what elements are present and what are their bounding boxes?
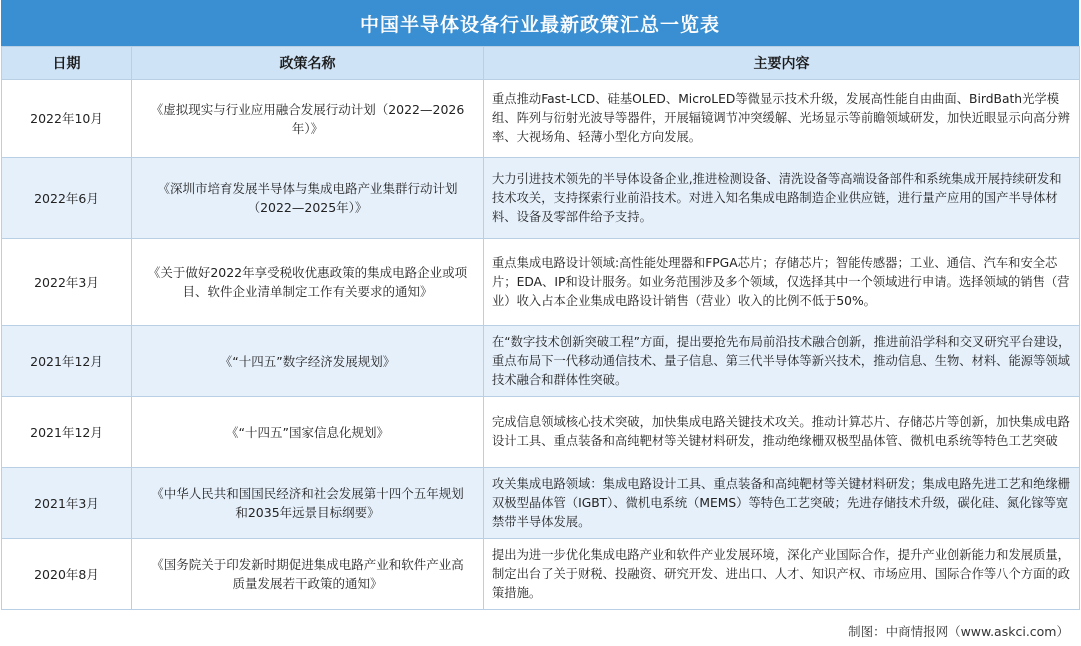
table-row	[2, 239, 1080, 326]
table-header-row	[2, 47, 1080, 80]
row-policy-name: 《“十四五”数字经济发展规划》	[132, 326, 484, 397]
column-header-main-content: 主要内容	[484, 47, 1080, 80]
row-content: 在“数字技术创新突破工程”方面，提出要抢先布局前沿技术融合创新，推进前沿学科和交叉研究平台建设，重点布局下一代移动通信技术、量子信息、第三代半导体等新兴技术，推动信息、生物、材料、能源等领域技术融合和群体性突破。	[484, 326, 1080, 397]
policy-table	[1, 46, 1080, 610]
row-date: 2022年3月	[2, 239, 132, 326]
row-date: 2022年6月	[2, 158, 132, 239]
table-row	[2, 80, 1080, 158]
table-row	[2, 397, 1080, 468]
row-policy-name: 《虚拟现实与行业应用融合发展行动计划（2022—2026年）》	[132, 80, 484, 158]
table-row	[2, 539, 1080, 610]
page-title: 中国半导体设备行业最新政策汇总一览表	[1, 0, 1079, 46]
row-policy-name: 《中华人民共和国国民经济和社会发展第十四个五年规划和2035年远景目标纲要》	[132, 468, 484, 539]
row-content: 重点集成电路设计领域:高性能处理器和FPGA芯片；存储芯片；智能传感器；工业、通信、汽车和安全芯片；EDA、IP和设计服务。如业务范围涉及多个领域，仅选择其中一个领域进行申请。选择领域的销售（营业）收入占本企业集成电路设计销售（营业）收入的比例不低于50%。	[484, 239, 1080, 326]
row-content: 完成信息领域核心技术突破，加快集成电路关键技术攻关。推动计算芯片、存储芯片等创新，加快集成电路设计工具、重点装备和高纯靶材等关键材料研发，推动绝缘栅双极型晶体管、微机电系统等特色工艺突破	[484, 397, 1080, 468]
column-header-date: 日期	[2, 47, 132, 80]
row-policy-name: 《深圳市培育发展半导体与集成电路产业集群行动计划（2022—2025年）》	[132, 158, 484, 239]
table-row	[2, 158, 1080, 239]
row-policy-name: 《关于做好2022年享受税收优惠政策的集成电路企业或项目、软件企业清单制定工作有关要求的通知》	[132, 239, 484, 326]
row-date: 2021年12月	[2, 397, 132, 468]
row-policy-name: 《国务院关于印发新时期促进集成电路产业和软件产业高质量发展若干政策的通知》	[132, 539, 484, 610]
row-content: 重点推动Fast-LCD、硅基OLED、MicroLED等微显示技术升级，发展高性能自由曲面、BirdBath光学模组、阵列与衍射光波导等器件，开展辐镜调节冲突缓解、光场显示等前瞻领域研发，加快近眼显示向高分辨率、大视场角、轻薄小型化方向发展。	[484, 80, 1080, 158]
table-row	[2, 326, 1080, 397]
source-credit: 制图：中商情报网（www.askci.com）	[848, 624, 1069, 639]
row-date: 2020年8月	[2, 539, 132, 610]
table-row	[2, 468, 1080, 539]
row-date: 2021年12月	[2, 326, 132, 397]
row-date: 2022年10月	[2, 80, 132, 158]
row-content: 提出为进一步优化集成电路产业和软件产业发展环境，深化产业国际合作，提升产业创新能力和发展质量，制定出台了关于财税、投融资、研究开发、进出口、人才、知识产权、市场应用、国际合作等八个方面的政策措施。	[484, 539, 1080, 610]
column-header-policy-name: 政策名称	[132, 47, 484, 80]
row-policy-name: 《“十四五”国家信息化规划》	[132, 397, 484, 468]
row-content: 大力引进技术领先的半导体设备企业,推进检测设备、清洗设备等高端设备部件和系统集成开展持续研发和技术攻关，支持探索行业前沿技术。对进入知名集成电路制造企业供应链，进行量产应用的国产半导体材料、设备及零部件给予支持。	[484, 158, 1080, 239]
policy-summary-sheet	[1, 0, 1079, 610]
row-content: 攻关集成电路领域：集成电路设计工具、重点装备和高纯靶材等关键材料研发；集成电路先进工艺和绝缘栅双极型晶体管（IGBT）、微机电系统（MEMS）等特色工艺突破；先进存储技术升级，碳化硅、氮化镓等宽禁带半导体发展。	[484, 468, 1080, 539]
row-date: 2021年3月	[2, 468, 132, 539]
